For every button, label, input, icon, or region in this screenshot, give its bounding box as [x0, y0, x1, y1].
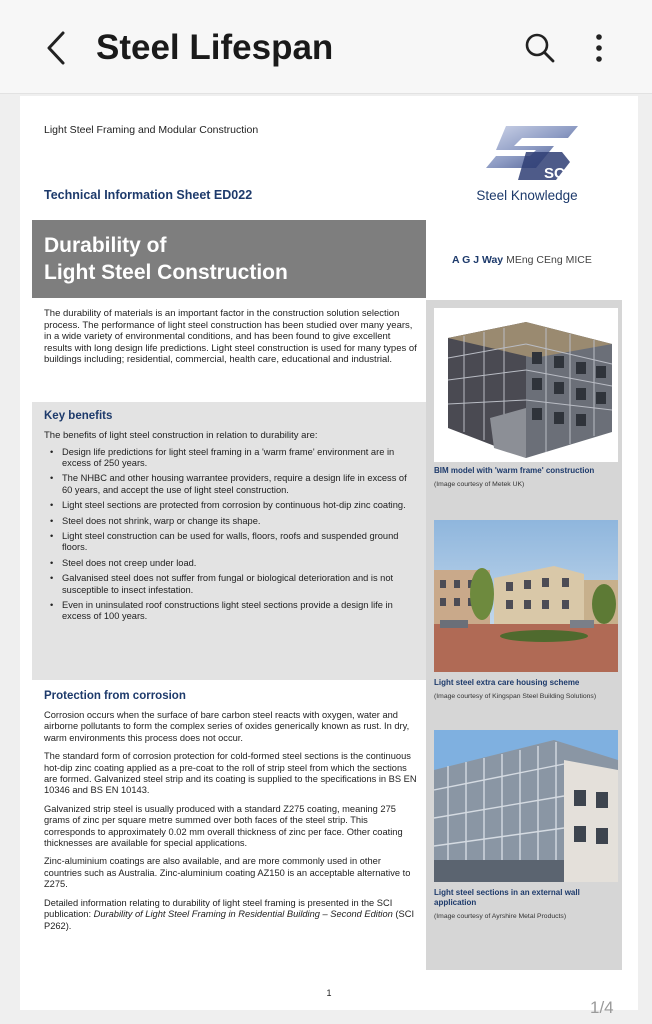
bim-model-image	[434, 308, 618, 462]
figure-caption: Light steel sections in an external wall application	[434, 888, 580, 907]
intro-paragraph: The durability of materials is an important factor in the construction solution selection process. The performance of light steel construction has been studied over many years, in a wide variety of environmental conditions, and has been found to give excellent results with long design life predictions. Light steel construction is used for many types of buildings including; residential, commercial, health care, educational and industrial.	[44, 308, 417, 366]
page-indicator: 1/4	[590, 998, 614, 1017]
corrosion-paragraph: The standard form of corrosion protection for cold-formed steel sections is the continuous hot-dip zinc coating applied as a pre-coat to the roll of strip steel from which the sections are formed. Galvanized steel strip and its coating is supplied to the specifications in BS EN 10346 and BS EN 10143.	[44, 751, 417, 796]
reference-code: (SCI P262).	[44, 909, 415, 931]
app-title: Steel Lifespan	[96, 28, 334, 67]
external-wall-image	[434, 730, 618, 882]
title-box	[32, 220, 426, 298]
document-title-line-1: Durability of	[44, 234, 167, 257]
corrosion-section	[44, 690, 418, 939]
search-button[interactable]	[518, 26, 562, 70]
list-item: • Light steel sections are protected from corrosion by continuous hot-dip zinc coating.	[44, 500, 416, 511]
document-title-line-2: Light Steel Construction	[44, 261, 288, 284]
back-button[interactable]	[36, 26, 76, 70]
figure-credit: (Image courtesy of Metek UK)	[434, 481, 525, 488]
corrosion-paragraph	[44, 898, 418, 932]
corrosion-paragraph: Galvanized strip steel is usually produced with a standard Z275 coating, meaning 275 grams of zinc per square metre summed over both faces of the steel strip. This corresponds to approximately 0.02 mm overall thickness of zinc per face. Other coating thicknesses are available for special applications.	[44, 803, 403, 849]
page-number: 1	[326, 988, 332, 998]
figure-panel	[426, 300, 622, 970]
figure-credit: (Image courtesy of Kingspan Steel Building Solutions)	[434, 693, 597, 700]
more-vertical-icon	[594, 33, 604, 63]
list-item: • Light steel construction can be used for walls, floors, roofs and suspended ground floors.	[44, 531, 416, 554]
housing-scheme-image	[434, 520, 618, 672]
logo-text: Steel Knowledge	[476, 188, 578, 203]
logo-mark: SCI	[544, 165, 570, 182]
key-benefits-lead: The benefits of light steel construction in relation to durability are:	[44, 430, 318, 441]
figure-caption: Light steel extra care housing scheme	[434, 678, 580, 687]
list-item: • Even in uninsulated roof constructions light steel sections provide a design life in excess of 100 years.	[44, 600, 416, 623]
author-qualifications: MEng CEng MICE	[506, 254, 592, 266]
document-page[interactable]	[20, 96, 638, 1010]
list-item: • Steel does not creep under load.	[44, 558, 416, 569]
sheet-title: Technical Information Sheet ED022	[44, 188, 253, 202]
reference-text: Detailed information relating to durability of light steel framing is presented in the SCI publication:	[44, 897, 393, 920]
figure-caption: BIM model with 'warm frame' construction	[434, 466, 595, 475]
key-benefits-heading: Key benefits	[44, 410, 113, 422]
list-item: • Steel does not shrink, warp or change its shape.	[44, 516, 416, 527]
reference-title: Durability of Light Steel Framing in Residential Building – Second Edition	[93, 909, 393, 920]
list-item: • Design life predictions for light steel framing in a 'warm frame' environment are in excess of 250 years.	[44, 447, 416, 470]
corrosion-paragraph: Zinc-aluminium coatings are also available, and are more commonly used in other countries such as Australia. Zinc-aluminium coating AZ150 is an acceptable alternative to Z275.	[44, 856, 411, 890]
key-benefits-list	[44, 447, 416, 623]
key-benefits-box	[32, 402, 426, 680]
list-item: • Galvanised steel does not suffer from fungal or biological deterioration and is not susceptible to insect infestation.	[44, 573, 416, 596]
search-icon	[524, 32, 556, 64]
app-bar	[0, 0, 652, 94]
series-label: Light Steel Framing and Modular Construction	[44, 124, 259, 136]
chevron-left-icon	[44, 30, 68, 66]
corrosion-paragraph: Corrosion occurs when the surface of bare carbon steel reacts with oxygen, water and airborne pollutants to form the complex series of oxides generically known as rust. In dry, warm environments this process does not occur.	[44, 710, 410, 743]
list-item: • The NHBC and other housing warrantee providers, require a design life in excess of 60 years, and accept the use of light steel construction.	[44, 473, 416, 496]
more-options-button[interactable]	[582, 26, 616, 70]
author-name: A G J Way	[452, 254, 504, 266]
figure-credit: (Image courtesy of Ayrshire Metal Products)	[434, 913, 567, 920]
corrosion-heading: Protection from corrosion	[44, 690, 186, 702]
author	[452, 254, 592, 266]
